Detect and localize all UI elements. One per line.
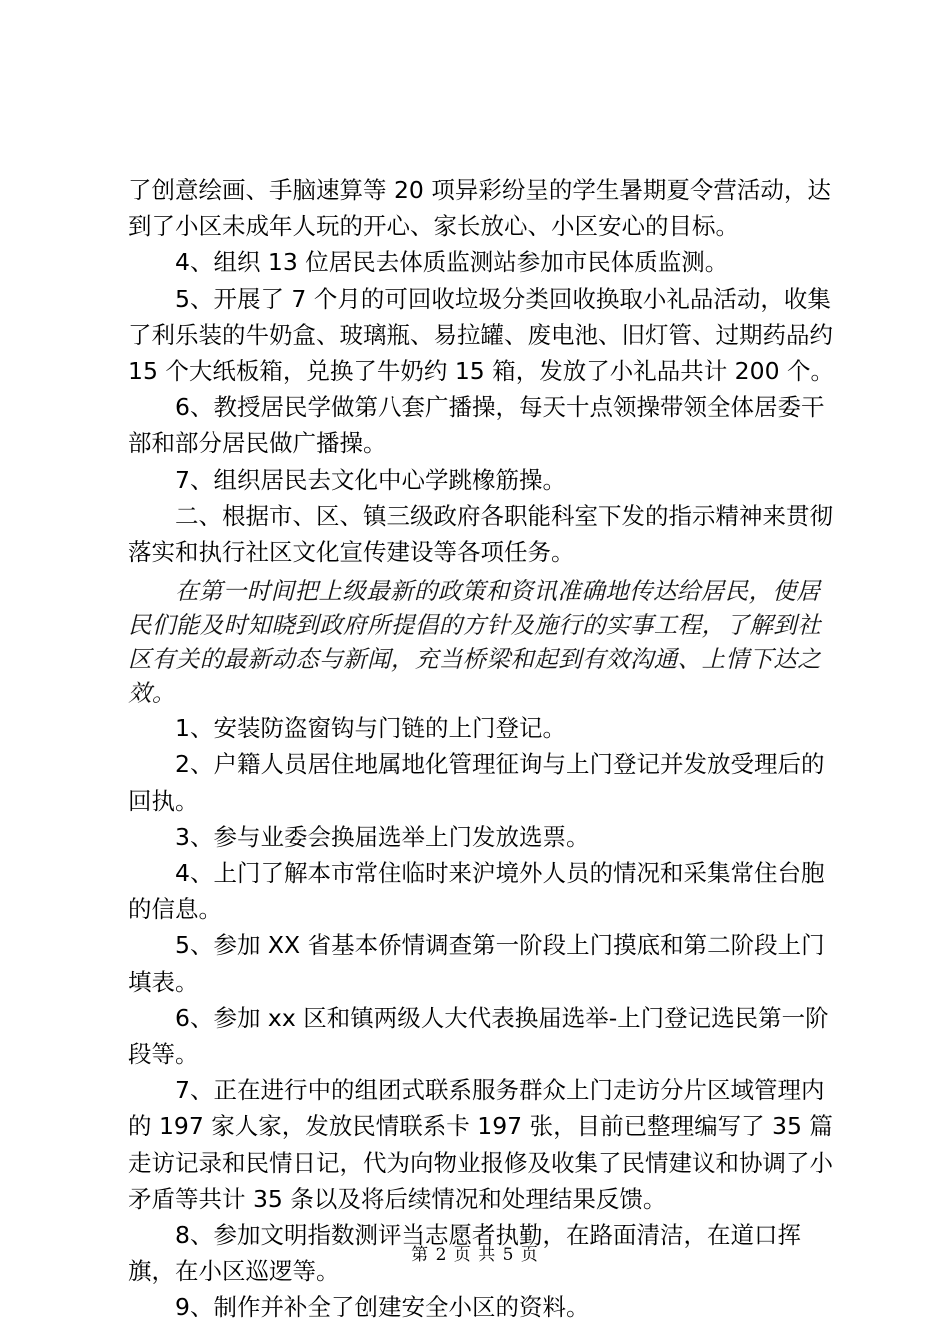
paragraph-item-8-volunteer: 8、参加文明指数测评当志愿者执勤，在路面清洁，在道口挥旗，在小区巡逻等。 bbox=[128, 1221, 801, 1286]
paragraph-continuation: 了创意绘画、手脑速算等 20 项异彩纷呈的学生暑期夏令营活动，达到了小区未成年人玩的开心、家长放心、小区安心的目标。 bbox=[128, 176, 831, 241]
paragraph-item-7-household-visits: 7、正在进行中的组团式联系服务群众上门走访分片区域管理内的 197 家人家，发放民情联系卡 197 张，目前已整理编写了 35 篇走访记录和民情日记，代为向物业报修及收集了民情建议和协调了小矛盾等共计 35 条以及将后续情况和处理结果反馈。 bbox=[128, 1076, 833, 1213]
paragraph-item-6-exercise: 6、教授居民学做第八套广播操，每天十点领操带领全体居委干部和部分居民做广播操。 bbox=[128, 393, 825, 458]
paragraph-item-4-foreign-residents: 4、上门了解本市常住临时来沪境外人员的情况和采集常住台胞的信息。 bbox=[128, 859, 825, 924]
paragraph-item-9-safety-materials: 9、制作并补全了创建安全小区的资料。 bbox=[175, 1293, 590, 1322]
paragraph-item-4-health-check: 4、组织 13 位居民去体质监测站参加市民体质监测。 bbox=[175, 248, 729, 277]
paragraph-item-2-residence-registration: 2、户籍人员居住地属地化管理征询与上门登记并发放受理后的回执。 bbox=[128, 750, 825, 815]
paragraph-item-5-recycling: 5、开展了 7 个月的可回收垃圾分类回收换取小礼品活动，收集了利乐装的牛奶盒、玻璃瓶、易拉罐、废电池、旧灯管、过期药品约 15 个大纸板箱，兑换了牛奶约 15 箱，发放了小礼品共计 200 个。 bbox=[128, 284, 835, 386]
paragraph-item-3-election-ballots: 3、参与业委会换届选举上门发放选票。 bbox=[175, 822, 590, 851]
paragraph-item-6-deputy-election: 6、参加 xx 区和镇两级人大代表换届选举-上门登记选民第一阶段等。 bbox=[128, 1003, 829, 1069]
document-body bbox=[128, 172, 844, 1326]
paragraph-item-1-window-hooks: 1、安装防盗窗钩与门链的上门登记。 bbox=[175, 714, 566, 743]
paragraph-policy-communication: 在第一时间把上级最新的政策和资讯准确地传达给居民，使居民们能及时知晓到政府所提倡的方针及施行的实事工程，了解到社区有关的最新动态与新闻，充当桥梁和起到有效沟通、上情下达之效。 bbox=[128, 577, 822, 708]
paragraph-item-7-elastic-exercise: 7、组织居民去文化中心学跳橡筋操。 bbox=[175, 465, 566, 494]
paragraph-item-5-overseas-survey: 5、参加 XX 省基本侨情调查第一阶段上门摸底和第二阶段上门填表。 bbox=[128, 931, 825, 996]
page-number-footer: 第 2 页 共 5 页 bbox=[411, 1245, 539, 1265]
section-heading-two: 二、根据市、区、镇三级政府各职能科室下发的指示精神来贯彻落实和执行社区文化宣传建设等各项任务。 bbox=[128, 501, 833, 567]
